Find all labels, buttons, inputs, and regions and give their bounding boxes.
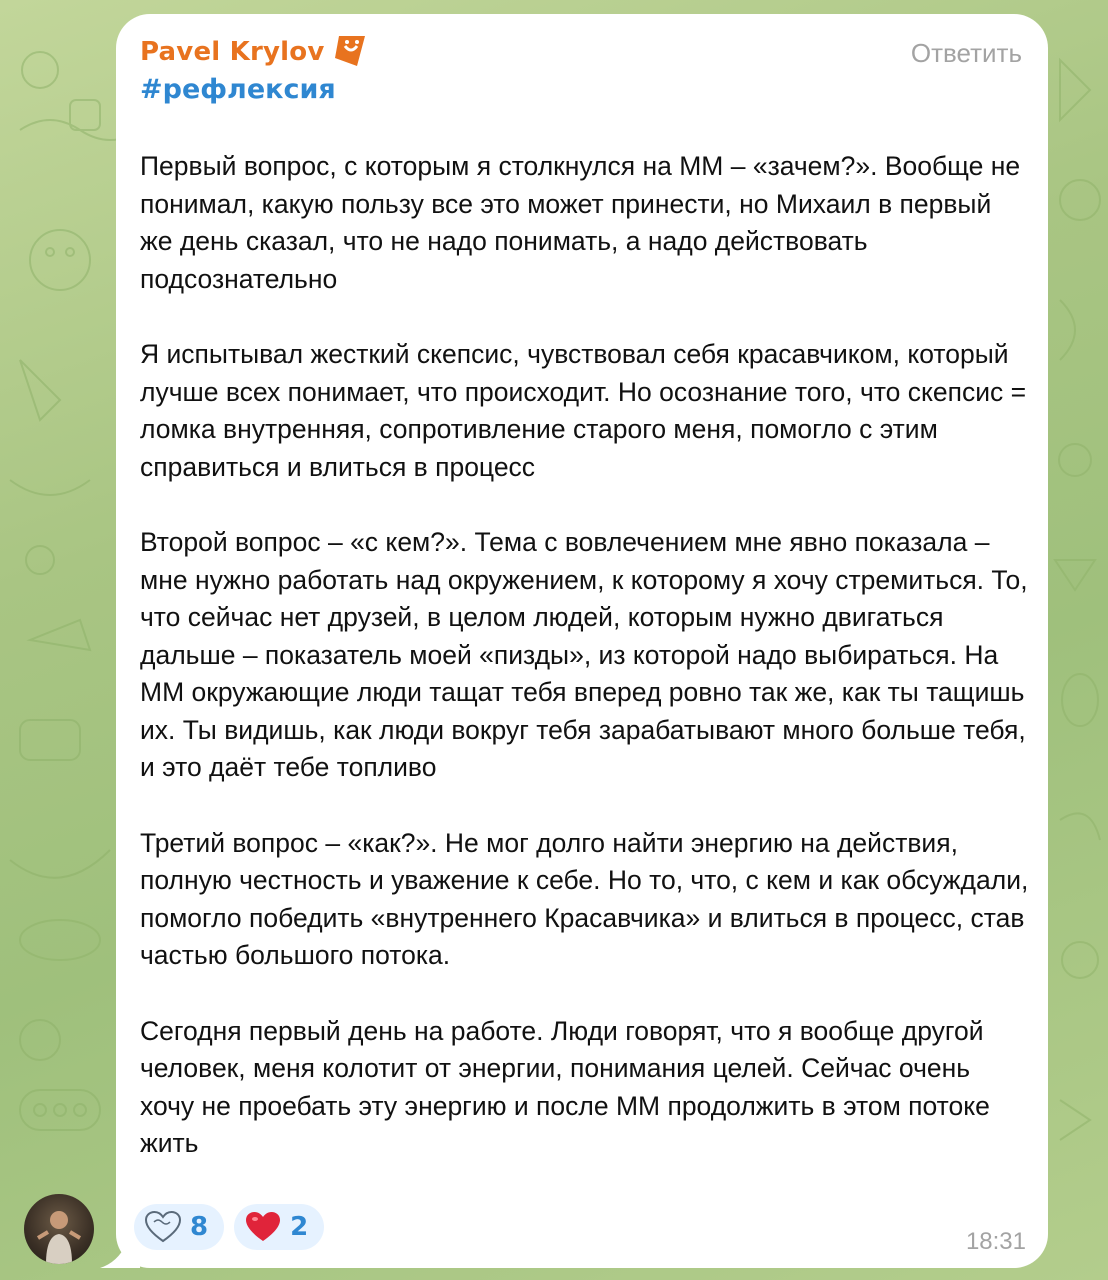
message-text bbox=[140, 148, 1030, 1201]
reactions-bar bbox=[134, 1204, 324, 1250]
reply-button[interactable]: Ответить bbox=[910, 38, 1022, 68]
hashtag-link[interactable]: #рефлексия bbox=[140, 74, 336, 105]
sender-avatar[interactable] bbox=[24, 1194, 94, 1264]
paragraph: Третий вопрос – «как?». Не мог долго найти энергию на действия, полную честность и уважение к себе. Но то, что, с кем и как обсуждали, помогло победить «внутреннего Красавчика» и влиться в процесс, став частью большого потока. bbox=[140, 827, 1029, 970]
red-heart-icon bbox=[244, 1210, 282, 1244]
author-badge-icon bbox=[331, 32, 371, 68]
message-time: 18:31 bbox=[965, 1228, 1026, 1255]
message-header bbox=[140, 36, 1022, 126]
paragraph: Первый вопрос, с которым я столкнулся на ММ – «зачем?». Вообще не понимал, какую пользу все это может принести, но Михаил в первый же день сказал, что не надо понимать, а надо действовать подсознательно bbox=[140, 151, 1021, 294]
reaction-red-heart[interactable] bbox=[234, 1204, 324, 1250]
heart-outline-icon bbox=[144, 1210, 182, 1244]
paragraph: Второй вопрос – «с кем?». Тема с вовлечением мне явно показала – мне нужно работать над окружением, к которому я хочу стремиться. То, что сейчас нет друзей, в целом людей, которым нужно двигаться дальше – показатель моей «пизды», из которой надо выбираться. На ММ окружающие люди тащат тебя вперед ровно так же, как ты тащишь их. Ты видишь, как люди вокруг тебя зарабатывают много больше тебя, и это даёт тебе топливо bbox=[140, 527, 1028, 782]
reaction-count: 8 bbox=[190, 1212, 209, 1242]
paragraph: Сегодня первый день на работе. Люди говорят, что я вообще другой человек, меня колотит от энергии, понимания целей. Сейчас очень хочу не проебать эту энергию и после ММ продолжить в этом потоке жить bbox=[140, 1015, 990, 1158]
message-bubble bbox=[116, 14, 1048, 1268]
author-name[interactable]: Pavel Krylov bbox=[140, 37, 325, 67]
reaction-count: 2 bbox=[290, 1212, 309, 1242]
paragraph: Я испытывал жесткий скепсис, чувствовал себя красавчиком, который лучше всех понимает, что происходит. Но осознание того, что скепсис = ломка внутренняя, сопротивление старого меня, помогло с этим справиться и влиться в процесс bbox=[140, 339, 1027, 482]
reaction-heart-outline[interactable] bbox=[134, 1204, 224, 1250]
